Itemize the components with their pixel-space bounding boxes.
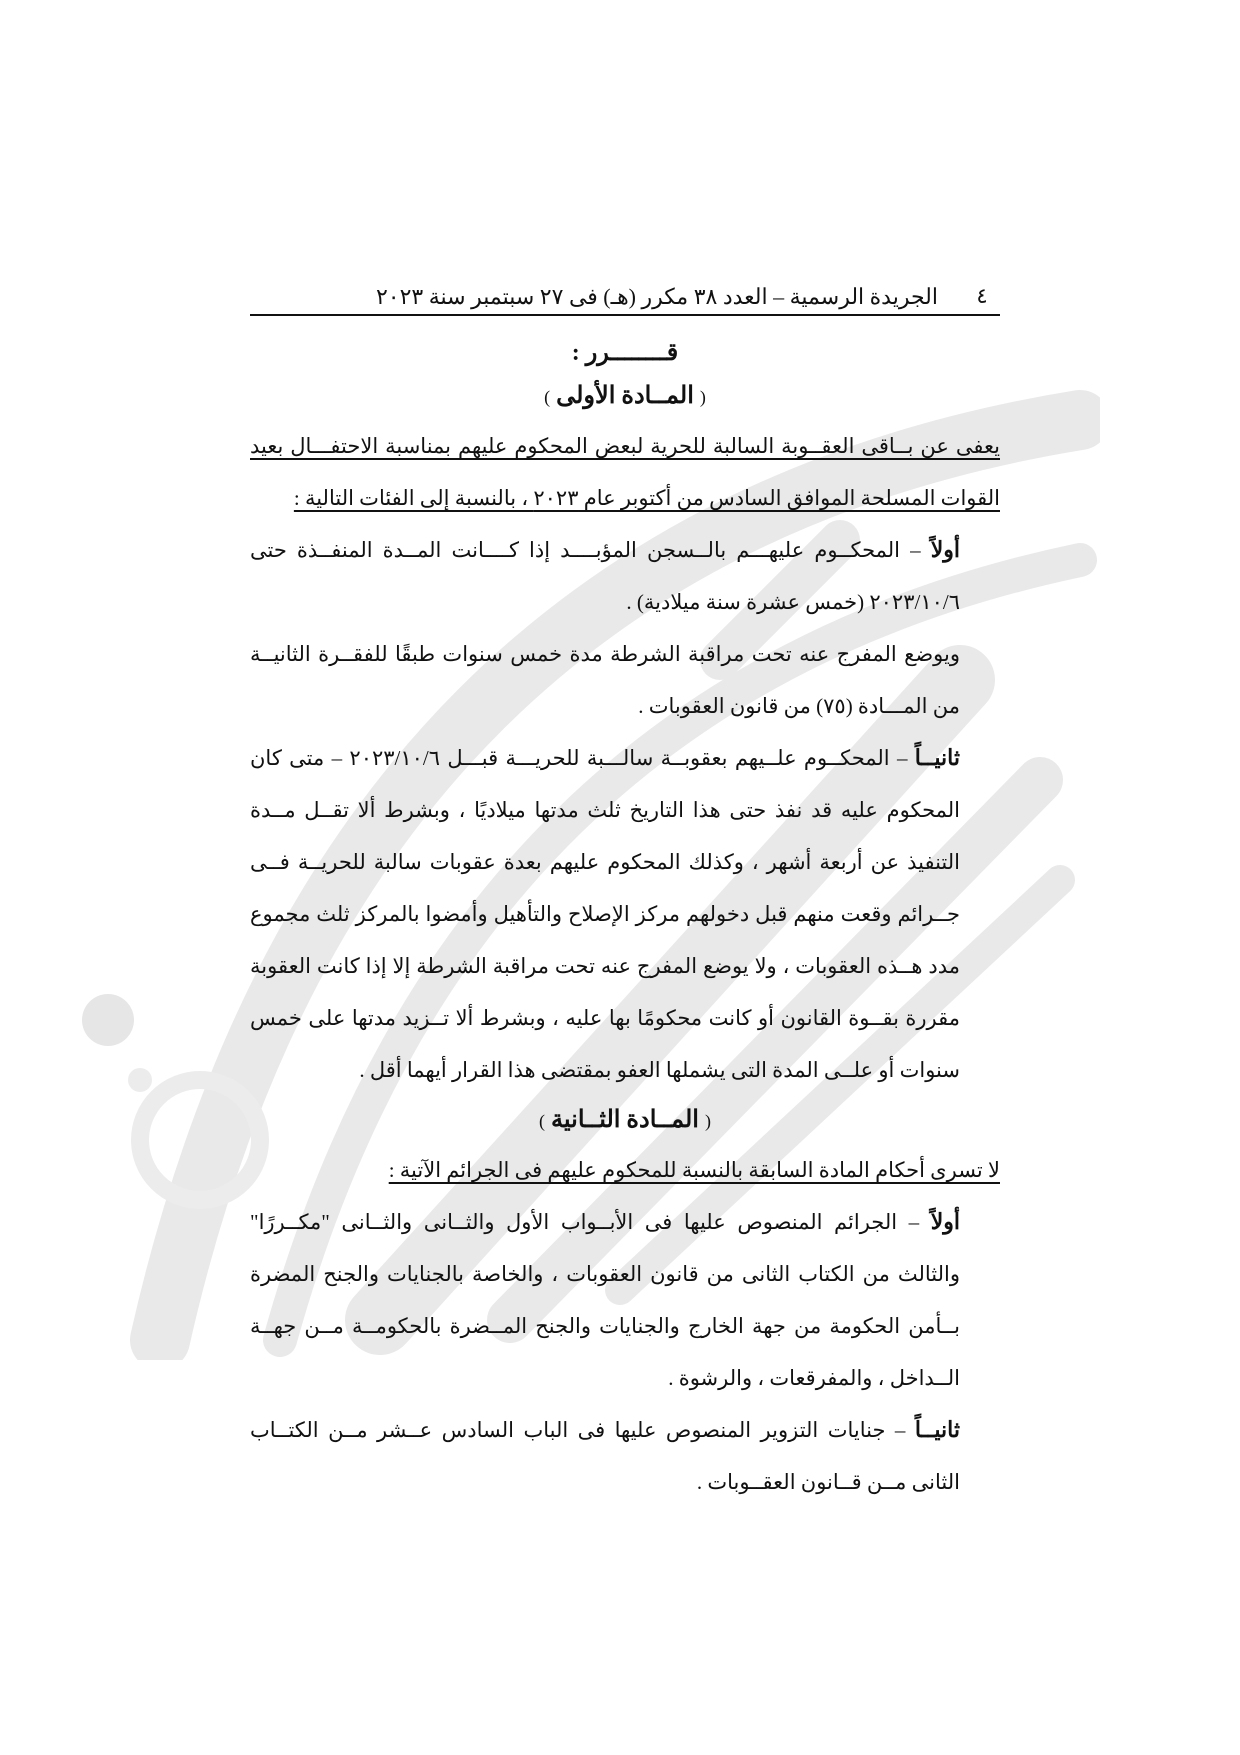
open-paren: ( <box>704 1111 711 1131</box>
page-header <box>250 260 1000 316</box>
article-2-title: المــادة الثــانية <box>551 1107 699 1133</box>
decision-heading: قــــــــرر : <box>571 340 679 366</box>
gazette-page <box>250 260 1000 1508</box>
article-2-heading <box>250 1096 1000 1144</box>
item-1-text: – الجرائم المنصوص عليها فى الأبــواب الأول والثــانى والثــانى "مكــررًا" والثالث من الكتاب الثانى من قانون العقوبات ، والخاصة بالجنايات والجنح المضرة بــأمن الحكومة من جهة الخارج والجنايات والجنح المــضرة بالحكومــة مــن جهــة الــداخل ، والمفرقعات ، والرشوة . <box>250 1210 960 1390</box>
article-2-preamble <box>250 1144 1000 1196</box>
close-paren: ) <box>539 1111 546 1131</box>
item-1-lead: أولاً <box>930 1209 960 1234</box>
watermark-dot <box>82 994 134 1046</box>
article-2-preamble-text: لا تسرى أحكام المادة السابقة بالنسبة للمحكوم عليهم فى الجرائم الآتية : <box>388 1158 1000 1182</box>
article-1-item-2 <box>250 732 1000 1096</box>
watermark-dot <box>128 1068 152 1092</box>
item-2-lead: ثانيــاً <box>914 1417 960 1442</box>
article-2-item-2 <box>250 1404 1000 1508</box>
close-paren: ) <box>544 387 551 407</box>
item-2-text: – جنايات التزوير المنصوص عليها فى الباب السادس عــشر مــن الكتــاب الثانى مــن قــانون العقــوبات . <box>250 1418 960 1494</box>
item-1-text: – المحكــوم عليهـــم بالــسجن المؤبــــد إذا كــــانت المــدة المنفــذة حتى ٢٠٢٣/١٠/٦ (خمس عشرة سنة ميلادية) . <box>250 538 960 614</box>
open-paren: ( <box>699 387 706 407</box>
article-1-preamble-text: يعفى عن بــاقى العقــوبة السالبة للحرية لبعض المحكوم عليهم بمناسبة الاحتفـــال بعيد القوات المسلحة الموافق السادس من أكتوبر عام ٢٠٢٣ ، بالنسبة إلى الفئات التالية : <box>250 434 1000 510</box>
article-1-item-1 <box>250 524 1000 628</box>
watermark-seal <box>140 1080 260 1200</box>
gazette-issue-title: الجريدة الرسمية – العدد ٣٨ مكرر (هـ) فى ٢٧ سبتمبر سنة ٢٠٢٣ <box>375 284 938 309</box>
item-2-lead: ثانيــاً <box>914 745 960 770</box>
article-1-preamble <box>250 420 1000 524</box>
article-1-title: المــادة الأولى <box>556 383 694 409</box>
article-1-heading <box>250 372 1000 420</box>
article-2-item-1 <box>250 1196 1000 1404</box>
item-1-lead: أولاً <box>930 537 960 562</box>
article-1-supervision: ويوضع المفرج عنه تحت مراقبة الشرطة مدة خمس سنوات طبقًا للفقــرة الثانيــة من المـــادة (٧٥) من قانون العقوبات . <box>250 642 960 718</box>
page-number: ٤ <box>976 284 988 308</box>
item-2-text: – المحكــوم علــيهم بعقوبــة سالـــبة للحريـــة قبـــل ٢٠٢٣/١٠/٦ – متى كان المحكوم عليه قد نفذ حتى هذا التاريخ ثلث مدتها ميلاديًا ، وبشرط ألا تقــل مــدة التنفيذ عن أربعة أشهر ، وكذلك المحكوم عليهم بعدة عقوبات سالبة للحريــة فــى جــرائم وقعت منهم قبل دخولهم مركز الإصلاح والتأهيل وأمضوا بالمركز ثلث مجموع مدد هــذه العقوبات ، ولا يوضع المفرج عنه تحت مراقبة الشرطة إلا إذا كانت العقوبة مقررة بقــوة القانون أو كانت محكومًا بها عليه ، وبشرط ألا تــزيد مدتها على خمس سنوات أو علــى المدة التى يشملها العفو بمقتضى هذا القرار أيهما أقل . <box>250 746 960 1082</box>
